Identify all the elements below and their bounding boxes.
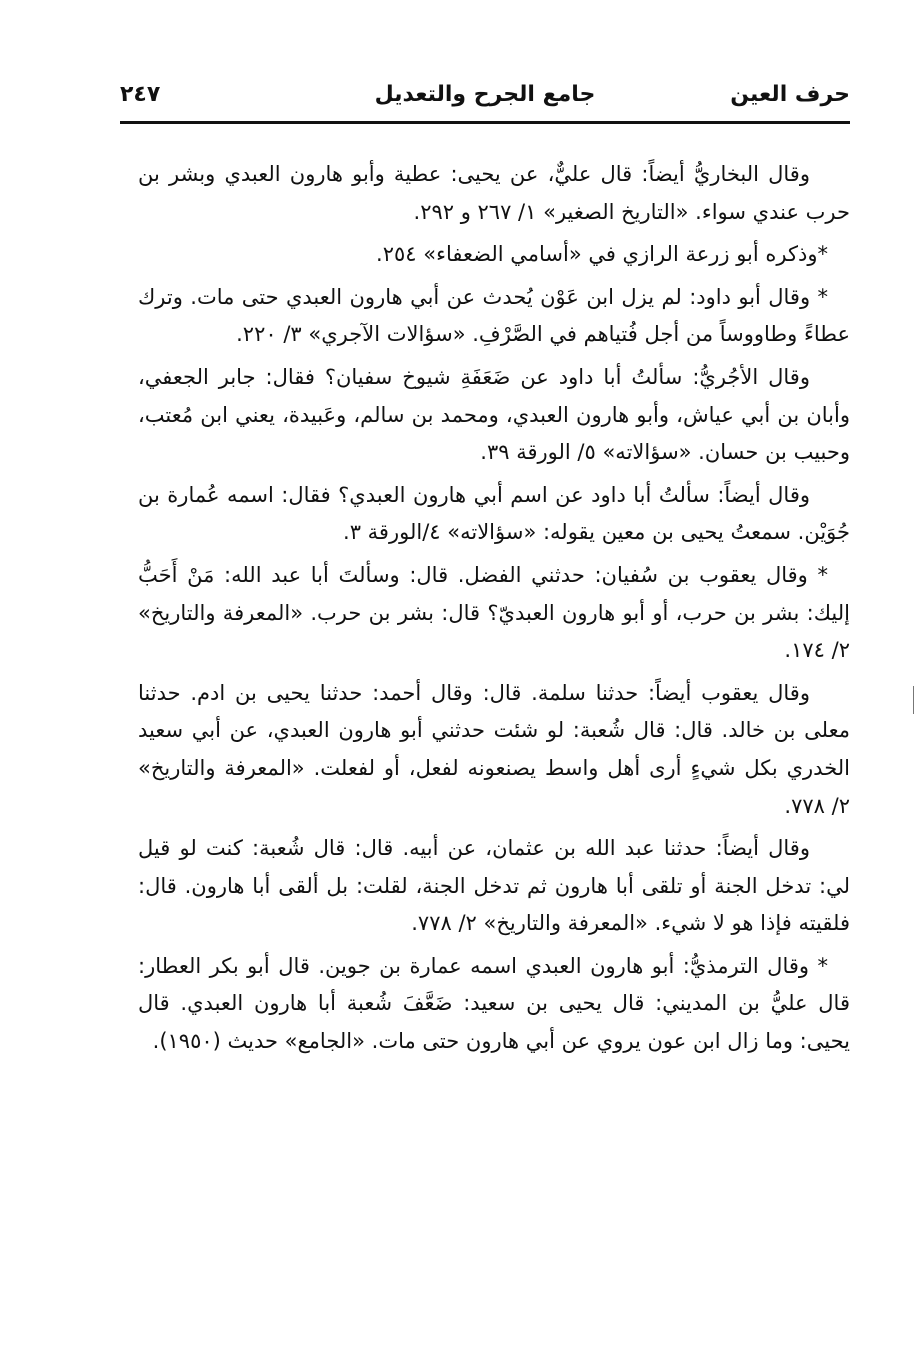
- paragraph: وقال يعقوب أيضاً: حدثنا سلمة. قال: وقال أحمد: حدثنا يحيى بن ادم. حدثنا معلى بن خالد. قال: قال شُعبة: لو شئت حدثني أبو هارون العبدي، عن أبي سعيد الخدري بكل شيءٍ أرى أهل واسط يصنعونه لفعل، أو لفعلت. «المعرفة والتاريخ» ٢/ ٧٧٨.: [138, 680, 850, 818]
- text-body: [138, 156, 850, 1066]
- paragraph: * وقال يعقوب بن سُفيان: حدثني الفضل. قال: وسألتَ أبا عبد الله: مَنْ أَحَبُّ إليك: بشر بن حرب، أو أبو هارون العبديّ؟ قال: بشر بن حرب. «المعرفة والتاريخ» ٢/ ١٧٤.: [138, 562, 850, 663]
- paragraph: *وذكره أبو زرعة الرازي في «أسامي الضعفاء» ٢٥٤.: [376, 242, 828, 267]
- header-rule: [120, 121, 850, 124]
- paragraph: وقال أيضاً: حدثنا عبد الله بن عثمان، عن أبيه. قال: قال شُعبة: كنت لو قيل لي: تدخل الجنة أو تلقى أبا هارون ثم تدخل الجنة، لقلت: بل ألقى أبا هارون. قال: فلقيته فإذا هو لا شيء. «المعرفة والتاريخ» ٢/ ٧٧٨.: [138, 836, 850, 936]
- paragraph: وقال أيضاً: سألتُ أبا داود عن اسم أبي هارون العبدي؟ فقال: اسمه عُمارة بن جُوَيْن. سمعتُ يحيى بن معين يقوله: «سؤالاته» ٤/الورقة ٣.: [138, 482, 850, 545]
- margin-mark: [913, 686, 917, 714]
- paragraph: وقال البخاريُّ أيضاً: قال عليٌّ، عن يحيى: عطية وأبو هارون العبدي وبشر بن حرب عندي سواء. «التاريخ الصغير» ١/ ٢٦٧ و ٢٩٢.: [138, 162, 850, 224]
- running-header: [120, 82, 850, 118]
- section-title: حرف العين: [730, 82, 850, 107]
- paragraph: * وقال الترمذيُّ: أبو هارون العبدي اسمه عمارة بن جوين. قال أبو بكر العطار: قال عليُّ بن المديني: قال يحيى بن سعيد: ضَعَّفَ شُعبة أبا هارون العبدي. قال يحيى: وما زال ابن عون يروي عن أبي هارون حتى مات. «الجامع» حديث (١٩٥٠).: [138, 953, 850, 1054]
- paragraph: وقال الأجُريُّ: سألتُ أبا داود عن ضَعَفَةِ شيوخ سفيان؟ فقال: جابر الجعفي، وأبان بن أبي عياش، وأبو هارون العبدي، ومحمد بن سالم، وعَبيدة، يعني ابن مُعتب، وحبيب بن حسان. «سؤالاته» ٥/ الورقة ٣٩.: [138, 364, 850, 465]
- book-title: جامع الجرح والتعديل: [374, 82, 596, 107]
- page-number: ٢٤٧: [120, 82, 161, 107]
- paragraph: * وقال أبو داود: لم يزل ابن عَوْن يُحدث عن أبي هارون العبدي حتى مات. وترك عطاءً وطاووساً من أجل فُتياهم في الصَّرْفِ. «سؤالات الآجري» ٣/ ٢٢٠.: [138, 284, 850, 347]
